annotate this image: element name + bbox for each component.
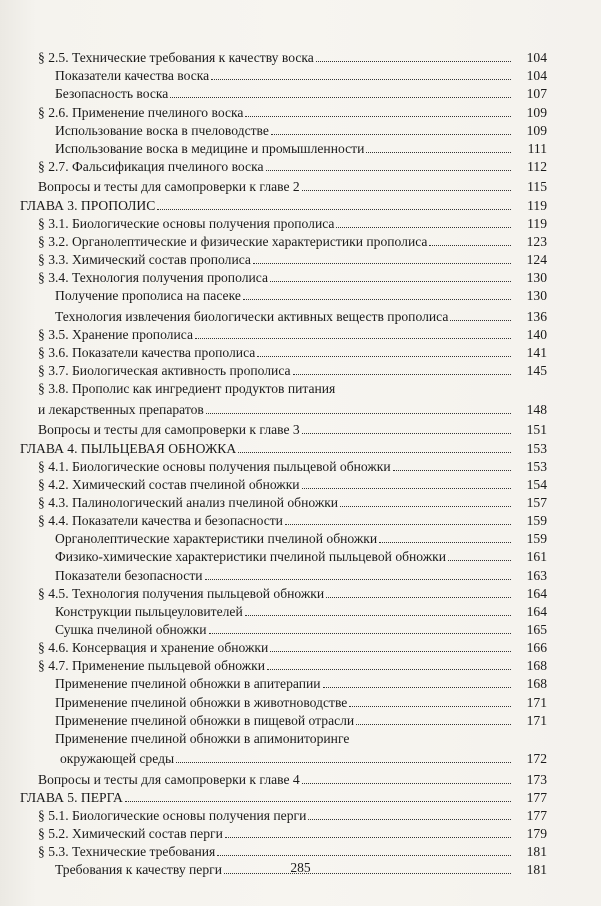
entry-title: Конструкции пыльцеуловителей bbox=[55, 603, 243, 619]
dot-leader bbox=[429, 245, 511, 246]
dot-leader bbox=[302, 433, 511, 434]
section-entry bbox=[0, 250, 601, 268]
dot-leader bbox=[393, 470, 511, 471]
entry-title: Вопросы и тесты для самопроверки к главе 3 bbox=[38, 422, 300, 438]
entry-title: окружающей среды bbox=[60, 751, 175, 767]
toc-entry bbox=[0, 620, 601, 638]
entry-page: 157 bbox=[526, 494, 547, 510]
section-entry bbox=[0, 48, 601, 66]
section-entry bbox=[0, 214, 601, 232]
entry-page: 104 bbox=[526, 68, 547, 84]
section-entry bbox=[0, 656, 601, 674]
toc-entry bbox=[0, 529, 601, 547]
dot-leader bbox=[206, 413, 511, 414]
section-entry bbox=[0, 584, 601, 602]
dot-leader bbox=[170, 97, 511, 98]
dot-leader bbox=[245, 615, 511, 616]
entry-page: 159 bbox=[526, 531, 547, 547]
entry-title: § 3.3. Химический состав прополиса bbox=[38, 252, 251, 268]
entry-title: § 4.3. Палинологический анализ пчелиной обножки bbox=[38, 494, 339, 510]
entry-page: 107 bbox=[526, 86, 547, 102]
entry-title: § 3.4. Технология получения прополиса bbox=[38, 270, 268, 286]
entry-page: 148 bbox=[526, 401, 547, 417]
entry-page: 179 bbox=[526, 826, 547, 842]
section-entry bbox=[0, 475, 601, 493]
dot-leader bbox=[176, 762, 511, 763]
entry-page: 124 bbox=[526, 252, 547, 268]
dot-leader bbox=[245, 116, 511, 117]
entry-page: 115 bbox=[527, 179, 547, 195]
chapter-entry bbox=[0, 438, 601, 456]
entry-title: Сушка пчелиной обножки bbox=[55, 621, 207, 637]
toc-entry bbox=[0, 711, 601, 729]
dot-leader bbox=[302, 190, 511, 191]
entry-page: 145 bbox=[526, 363, 547, 379]
entry-page: 109 bbox=[526, 122, 547, 138]
entry-title: Применение пчелиной обножки в апитерапии bbox=[55, 676, 321, 692]
entry-title: Применение пчелиной обножки в пищевой отрасли bbox=[55, 712, 355, 728]
dot-leader bbox=[323, 687, 511, 688]
toc-entry bbox=[0, 767, 601, 788]
section-entry bbox=[0, 806, 601, 824]
entry-page: 172 bbox=[526, 751, 547, 767]
dot-leader bbox=[271, 134, 511, 135]
toc-entry bbox=[0, 175, 601, 196]
entry-title: § 3.1. Биологические основы получения прополиса bbox=[38, 215, 335, 231]
entry-title: § 3.8. Прополис как ингредиент продуктов питания bbox=[38, 381, 336, 397]
entry-title: Применение пчелиной обножки в животноводстве bbox=[55, 694, 348, 710]
entry-page: 119 bbox=[527, 215, 547, 231]
dot-leader bbox=[366, 152, 511, 153]
section-entry bbox=[0, 232, 601, 250]
section-entry bbox=[0, 102, 601, 120]
entry-page: 171 bbox=[526, 694, 547, 710]
dot-leader bbox=[326, 597, 511, 598]
entry-page: 173 bbox=[526, 771, 547, 787]
entry-page: 168 bbox=[526, 658, 547, 674]
entry-title: § 4.1. Биологические основы получения пыльцевой обножки bbox=[38, 458, 391, 474]
dot-leader bbox=[285, 524, 511, 525]
toc-entry bbox=[0, 602, 601, 620]
dot-leader bbox=[195, 338, 511, 339]
entry-page: 130 bbox=[526, 270, 547, 286]
entry-title: ГЛАВА 4. ПЫЛЬЦЕВАЯ ОБНОЖКА bbox=[20, 440, 237, 456]
entry-title: § 4.4. Показатели качества и безопасности bbox=[38, 513, 283, 529]
dot-leader bbox=[157, 209, 511, 210]
dot-leader bbox=[125, 801, 511, 802]
entry-page: 168 bbox=[526, 676, 547, 692]
entry-title: § 5.3. Технические требования bbox=[38, 844, 216, 860]
dot-leader bbox=[336, 227, 511, 228]
entry-title: Показатели безопасности bbox=[55, 567, 203, 583]
section-entry bbox=[0, 842, 601, 860]
dot-leader bbox=[266, 170, 511, 171]
entry-page: 109 bbox=[526, 104, 547, 120]
entry-page: 111 bbox=[527, 140, 547, 156]
entry-title: Получение прополиса на пасеке bbox=[55, 288, 241, 304]
entry-title: § 3.5. Хранение прополиса bbox=[38, 326, 193, 342]
section-entry bbox=[0, 268, 601, 286]
entry-page: 165 bbox=[526, 621, 547, 637]
entry-title: § 2.6. Применение пчелиного воска bbox=[38, 104, 244, 120]
entry-title: Применение пчелиной обножки в апимониторинге bbox=[55, 730, 350, 746]
dot-leader bbox=[349, 706, 511, 707]
dot-leader bbox=[448, 560, 511, 561]
dot-leader bbox=[379, 542, 511, 543]
chapter-entry bbox=[0, 195, 601, 213]
table-of-contents bbox=[0, 48, 601, 878]
entry-title: § 4.2. Химический состав пчелиной обножки bbox=[38, 476, 300, 492]
entry-title: Физико-химические характеристики пчелиной пыльцевой обножки bbox=[55, 549, 447, 565]
entry-title: § 3.7. Биологическая активность прополиса bbox=[38, 363, 291, 379]
dot-leader bbox=[217, 855, 511, 856]
entry-page: 161 bbox=[526, 549, 547, 565]
entry-page: 163 bbox=[526, 567, 547, 583]
toc-entry bbox=[0, 747, 601, 768]
dot-leader bbox=[270, 651, 511, 652]
entry-title: ГЛАВА 5. ПЕРГА bbox=[20, 789, 123, 805]
entry-page: 177 bbox=[526, 789, 547, 805]
section-entry bbox=[0, 638, 601, 656]
dot-leader bbox=[243, 299, 511, 300]
dot-leader bbox=[356, 724, 511, 725]
toc-entry bbox=[0, 692, 601, 710]
entry-title: и лекарственных препаратов bbox=[38, 401, 204, 417]
entry-page: 154 bbox=[526, 476, 547, 492]
entry-title: § 2.5. Технические требования к качеству воска bbox=[38, 50, 314, 66]
toc-entry bbox=[0, 139, 601, 157]
entry-page: 112 bbox=[527, 158, 547, 174]
toc-entry bbox=[0, 565, 601, 583]
section-entry bbox=[0, 493, 601, 511]
entry-page: 159 bbox=[526, 513, 547, 529]
section-entry bbox=[0, 457, 601, 475]
entry-title: Технология извлечения биологически активных веществ прополиса bbox=[55, 308, 449, 324]
toc-entry bbox=[0, 397, 601, 418]
toc-entry bbox=[0, 729, 601, 747]
dot-leader bbox=[257, 356, 511, 357]
toc-entry bbox=[0, 418, 601, 439]
entry-page: 136 bbox=[526, 308, 547, 324]
entry-title: ГЛАВА 3. ПРОПОЛИС bbox=[20, 197, 156, 213]
entry-title: Органолептические характеристики пчелиной обножки bbox=[55, 531, 378, 547]
dot-leader bbox=[302, 488, 511, 489]
entry-page: 164 bbox=[526, 603, 547, 619]
entry-title: Требования к качеству перги bbox=[55, 862, 222, 878]
dot-leader bbox=[340, 506, 511, 507]
entry-title: § 2.7. Фальсификация пчелиного воска bbox=[38, 158, 264, 174]
toc-entry bbox=[0, 84, 601, 102]
section-entry bbox=[0, 511, 601, 529]
section-entry bbox=[0, 157, 601, 175]
entry-page: 177 bbox=[526, 808, 547, 824]
dot-leader bbox=[293, 374, 511, 375]
toc-entry bbox=[0, 286, 601, 304]
dot-leader bbox=[270, 281, 511, 282]
section-entry bbox=[0, 361, 601, 379]
entry-page: 104 bbox=[526, 50, 547, 66]
entry-title: § 4.6. Консервация и хранение обножки bbox=[38, 640, 269, 656]
toc-entry bbox=[0, 674, 601, 692]
toc-entry bbox=[0, 121, 601, 139]
entry-page: 153 bbox=[526, 440, 547, 456]
entry-title: Вопросы и тесты для самопроверки к главе 4 bbox=[38, 771, 300, 787]
dot-leader bbox=[225, 837, 511, 838]
section-entry bbox=[0, 379, 601, 397]
entry-page: 130 bbox=[526, 288, 547, 304]
dot-leader bbox=[253, 263, 511, 264]
entry-title: § 4.7. Применение пыльцевой обножки bbox=[38, 658, 266, 674]
entry-page: 141 bbox=[526, 345, 547, 361]
dot-leader bbox=[450, 320, 511, 321]
entry-title: Использование воска в медицине и промышленности bbox=[55, 140, 365, 156]
entry-title: Безопасность воска bbox=[55, 86, 169, 102]
entry-title: Использование воска в пчеловодстве bbox=[55, 122, 269, 138]
dot-leader bbox=[209, 633, 512, 634]
chapter-entry bbox=[0, 788, 601, 806]
entry-title: Показатели качества воска bbox=[55, 68, 210, 84]
dot-leader bbox=[211, 79, 511, 80]
section-entry bbox=[0, 343, 601, 361]
entry-title: § 3.2. Органолептические и физические характеристики прополиса bbox=[38, 233, 428, 249]
page-number: 285 bbox=[290, 860, 311, 875]
toc-entry bbox=[0, 304, 601, 325]
section-entry bbox=[0, 824, 601, 842]
entry-title: § 4.5. Технология получения пыльцевой обножки bbox=[38, 585, 325, 601]
entry-title: § 5.1. Биологические основы получения перги bbox=[38, 808, 307, 824]
dot-leader bbox=[302, 783, 511, 784]
entry-page: 151 bbox=[526, 422, 547, 438]
entry-page: 140 bbox=[526, 326, 547, 342]
dot-leader bbox=[205, 579, 511, 580]
entry-page: 166 bbox=[526, 640, 547, 656]
entry-page: 119 bbox=[527, 197, 547, 213]
entry-page: 123 bbox=[526, 233, 547, 249]
entry-page: 181 bbox=[526, 844, 547, 860]
dot-leader bbox=[308, 819, 511, 820]
entry-title: Вопросы и тесты для самопроверки к главе 2 bbox=[38, 179, 300, 195]
toc-entry bbox=[0, 66, 601, 84]
entry-page: 164 bbox=[526, 585, 547, 601]
dot-leader bbox=[267, 669, 511, 670]
entry-page: 153 bbox=[526, 458, 547, 474]
section-entry bbox=[0, 325, 601, 343]
dot-leader bbox=[316, 61, 511, 62]
entry-title: § 5.2. Химический состав перги bbox=[38, 826, 223, 842]
entry-page: 181 bbox=[526, 862, 547, 878]
dot-leader bbox=[238, 452, 511, 453]
entry-title: § 3.6. Показатели качества прополиса bbox=[38, 345, 256, 361]
entry-page: 171 bbox=[526, 712, 547, 728]
toc-entry bbox=[0, 547, 601, 565]
